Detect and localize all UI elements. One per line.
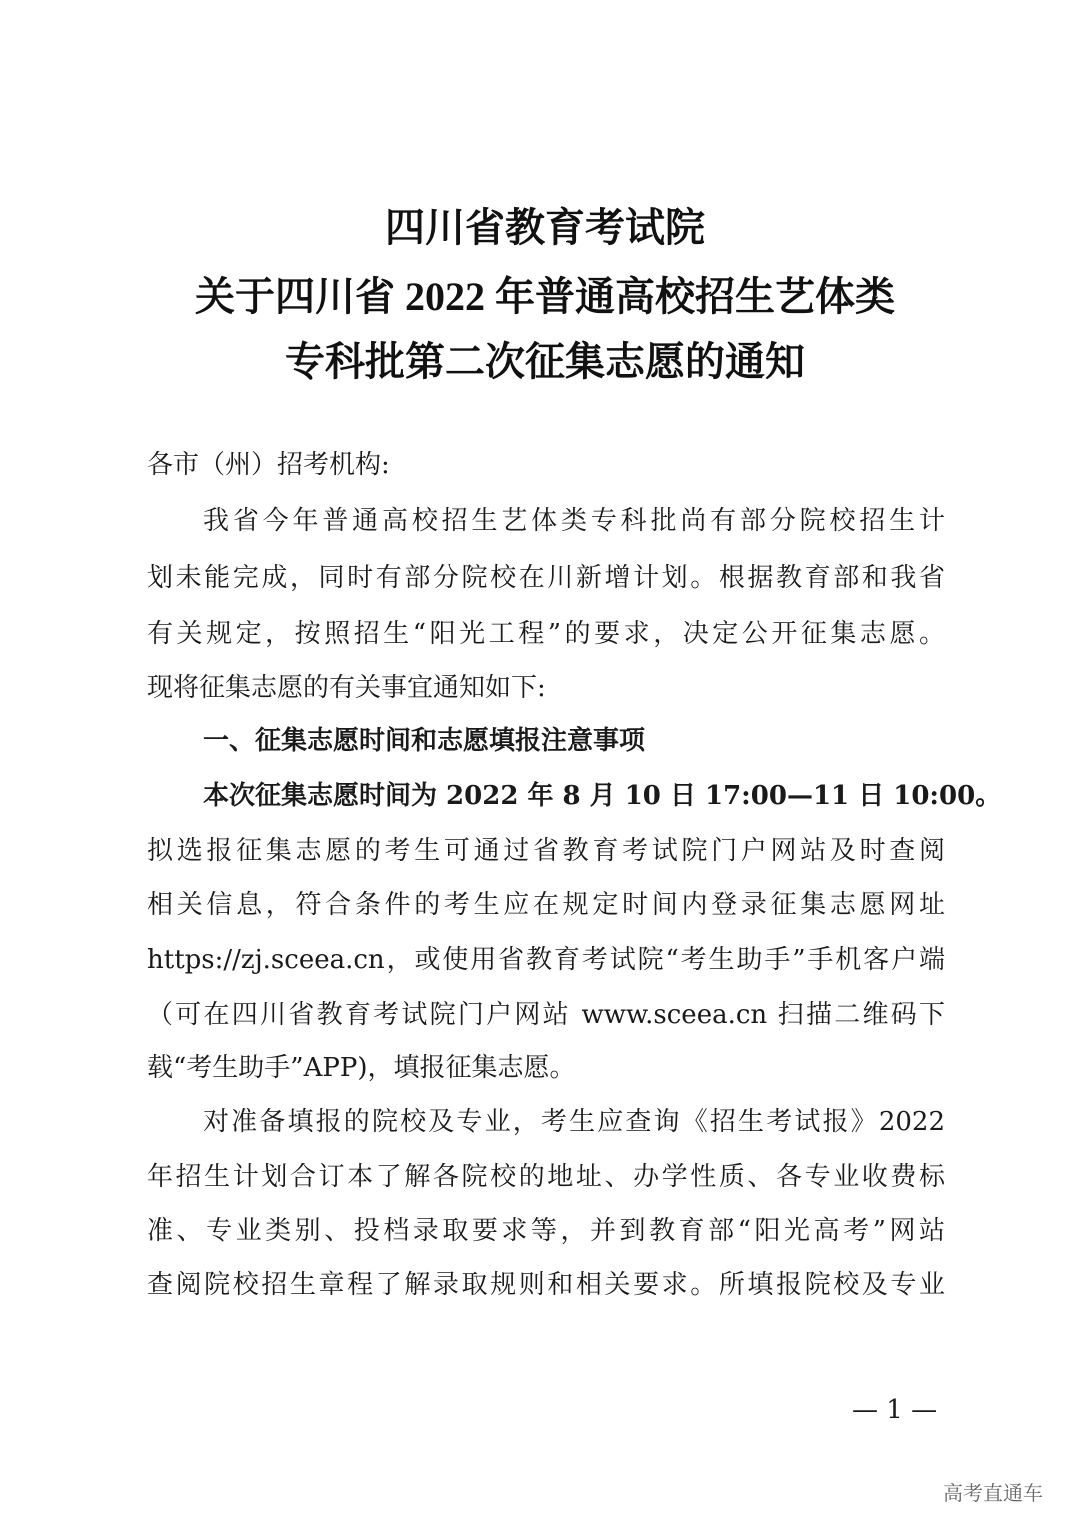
- paragraph-line: 年招生计划合订本了解各院校的地址、办学性质、各专业收费标: [147, 1162, 945, 1192]
- paragraph-line: https://zj.sceea.cn，或使用省教育考试院“考生助手”手机客户端: [147, 945, 945, 975]
- title-line-2: 关于四川省 2022 年普通高校招生艺体类: [195, 274, 895, 319]
- salutation: 各市（州）招考机构:: [147, 450, 390, 480]
- paragraph-line-bold: 本次征集志愿时间为 2022 年 8 月 10 日 17:00—11 日 10:00。: [203, 781, 1002, 811]
- page-number: — 1 —: [852, 1395, 938, 1425]
- paragraph-line: 有关规定，按照招生“阳光工程”的要求，决定公开征集志愿。: [147, 619, 945, 649]
- paragraph-line: 对准备填报的院校及专业，考生应查询《招生考试报》2022: [203, 1107, 945, 1137]
- title-line-3: 专科批第二次征集志愿的通知: [285, 339, 805, 384]
- paragraph-line: 划未能完成，同时有部分院校在川新增计划。根据教育部和我省: [147, 563, 945, 593]
- paragraph-line: 现将征集志愿的有关事宜通知如下:: [147, 673, 546, 703]
- paragraph-line: 拟选报征集志愿的考生可通过省教育考试院门户网站及时查阅: [147, 836, 945, 866]
- paragraph-line: 准、专业类别、投档录取要求等，并到教育部“阳光高考”网站: [147, 1216, 945, 1246]
- paragraph-line: 查阅院校招生章程了解录取规则和相关要求。所填报院校及专业: [147, 1270, 945, 1300]
- paragraph-line: （可在四川省教育考试院门户网站 www.sceea.cn 扫描二维码下: [147, 1000, 945, 1030]
- paragraph-line: 载“考生助手”APP)，填报征集志愿。: [147, 1053, 576, 1083]
- section-heading: 一、征集志愿时间和志愿填报注意事项: [203, 726, 646, 756]
- title-line-1: 四川省教育考试院: [385, 205, 705, 250]
- paragraph-line: 相关信息，符合条件的考生应在规定时间内登录征集志愿网址: [147, 890, 945, 920]
- watermark: 高考直通车: [943, 1481, 1043, 1505]
- paragraph-line: 我省今年普通高校招生艺体类专科批尚有部分院校招生计: [203, 506, 945, 536]
